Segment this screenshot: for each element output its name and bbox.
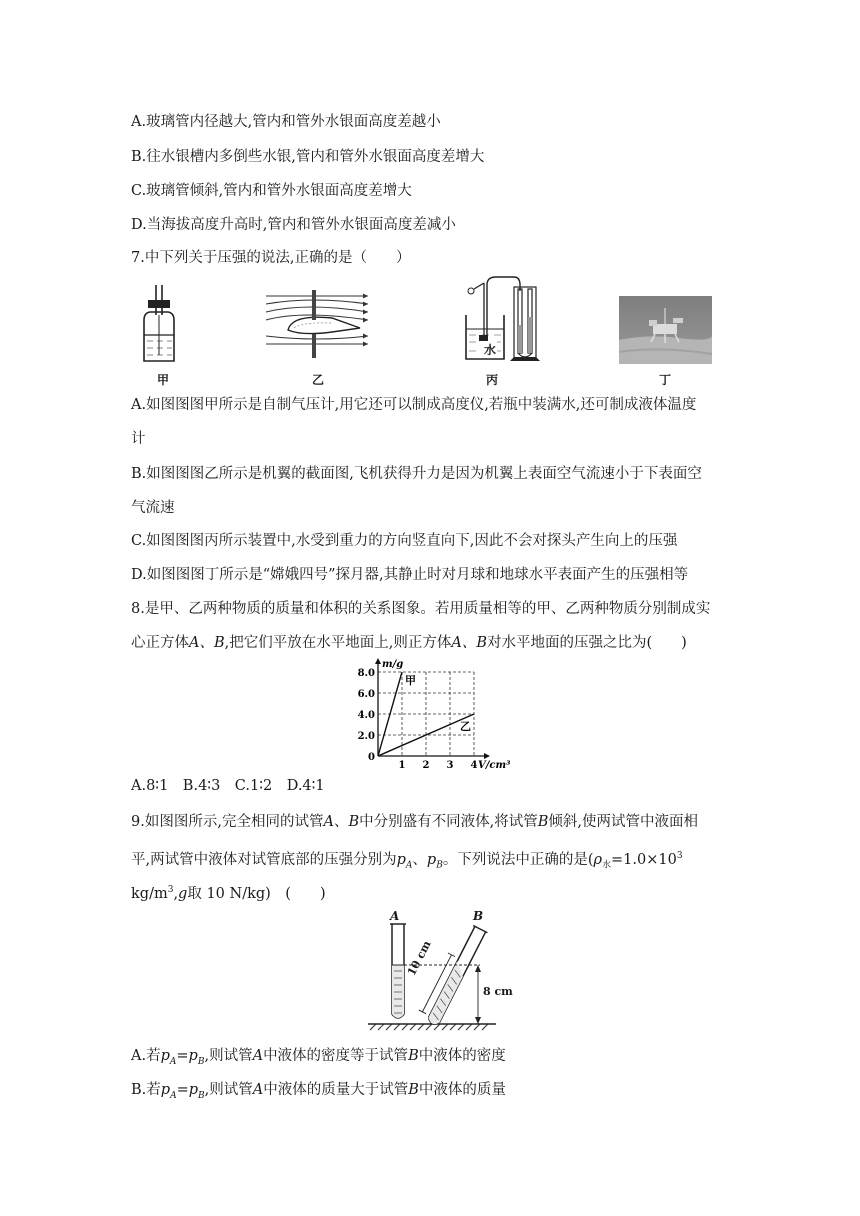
q6-option-c: C.玻璃管倾斜,管内和管外水银面高度差增大 bbox=[131, 183, 412, 199]
q9-stem-line2: 平,两试管中液体对试管底部的压强分别为$p_A$、$p_B$。下列说法中正确的是($\rho_水=1.0\times 10^3$ bbox=[131, 851, 683, 871]
figure-jia-barometer bbox=[138, 285, 184, 365]
q7-option-c: C.如图图图丙所示装置中,水受到重力的方向竖直向下,因此不会对探头产生向上的压强 bbox=[131, 533, 678, 549]
caption-ding: 丁 bbox=[658, 373, 671, 387]
q7-option-b-line2: 气流速 bbox=[131, 500, 175, 516]
figure-test-tubes bbox=[366, 908, 501, 1032]
q7-option-a-line2: 计 bbox=[131, 431, 146, 447]
series-label: 乙 bbox=[460, 720, 471, 733]
x-tick-label: 1 bbox=[398, 760, 406, 771]
q8-options: A.8∶1 B.4∶3 C.1∶2 D.4∶1 bbox=[131, 778, 325, 794]
figure-bing-manometer bbox=[456, 275, 548, 365]
q6-option-a: A.玻璃管内径越大,管内和管外水银面高度差越小 bbox=[131, 114, 441, 130]
caption-yi: 乙 bbox=[311, 373, 324, 387]
x-tick-label: 4 bbox=[470, 760, 478, 771]
x-axis-arrow bbox=[484, 753, 490, 759]
label-tube-b: B bbox=[473, 909, 484, 923]
mass-volume-chart bbox=[340, 656, 510, 774]
y-axis-arrow bbox=[375, 658, 381, 664]
origin-label: 0 bbox=[368, 752, 375, 763]
y-tick-label: 8.0 bbox=[357, 668, 375, 679]
q8-stem-line2: 心正方体A、B,把它们平放在水平地面上,则正方体A、B对水平地面的压强之比为( ) bbox=[131, 635, 687, 651]
q9-stem-line3: $kg/m^3,g$取 10 N/kg) ( ) bbox=[131, 885, 326, 902]
figure-yi-airfoil bbox=[262, 290, 374, 360]
q9-option-a: A.若$p_A=p_B$,则试管A中液体的密度等于试管B中液体的密度 bbox=[131, 1048, 506, 1067]
series-label: 甲 bbox=[405, 674, 416, 687]
q7-option-a-line1: A.如图图图甲所示是自制气压计,用它还可以制成高度仪,若瓶中装满水,还可制成液体温度 bbox=[131, 397, 697, 413]
label-10cm: 10 cm bbox=[405, 938, 434, 978]
q7-option-d: D.如图图图丁所示是“嫦娥四号”探月器,其静止时对月球和地球水平表面产生的压强相等 bbox=[131, 567, 689, 583]
x-axis-title: V/cm³ bbox=[478, 760, 510, 771]
caption-bing: 丙 bbox=[485, 373, 498, 387]
q6-option-b: B.往水银槽内多倒些水银,管内和管外水银面高度差增大 bbox=[131, 149, 485, 165]
label-8cm: 8 cm bbox=[483, 985, 513, 998]
y-tick-label: 6.0 bbox=[357, 689, 375, 700]
y-tick-label: 2.0 bbox=[357, 731, 375, 742]
q7-stem: 7.中下列关于压强的说法,正确的是（ ） bbox=[131, 250, 411, 266]
x-tick-label: 2 bbox=[422, 760, 430, 771]
label-tube-a: A bbox=[390, 909, 400, 923]
label-water: 水 bbox=[484, 343, 497, 357]
q6-option-d: D.当海拔高度升高时,管内和管外水银面高度差减小 bbox=[131, 217, 456, 233]
q9-stem-line1: 9.如图图所示,完全相同的试管A、B中分别盛有不同液体,将试管B倾斜,使两试管中液面相 bbox=[131, 814, 698, 830]
q8-stem-line1: 8.是甲、乙两种物质的质量和体积的关系图象。若用质量相等的甲、乙两种物质分别制成实 bbox=[131, 601, 711, 617]
y-axis-title: m/g bbox=[382, 659, 404, 670]
q9-option-b: B.若$p_A=p_B$,则试管A中液体的质量大于试管B中液体的质量 bbox=[131, 1082, 506, 1101]
figure-ding-rover-photo bbox=[619, 296, 712, 364]
x-tick-label: 3 bbox=[446, 760, 454, 771]
y-tick-label: 4.0 bbox=[357, 710, 375, 721]
caption-jia: 甲 bbox=[156, 373, 169, 387]
q7-option-b-line1: B.如图图图乙所示是机翼的截面图,飞机获得升力是因为机翼上表面空气流速小于下表面空 bbox=[131, 466, 702, 482]
